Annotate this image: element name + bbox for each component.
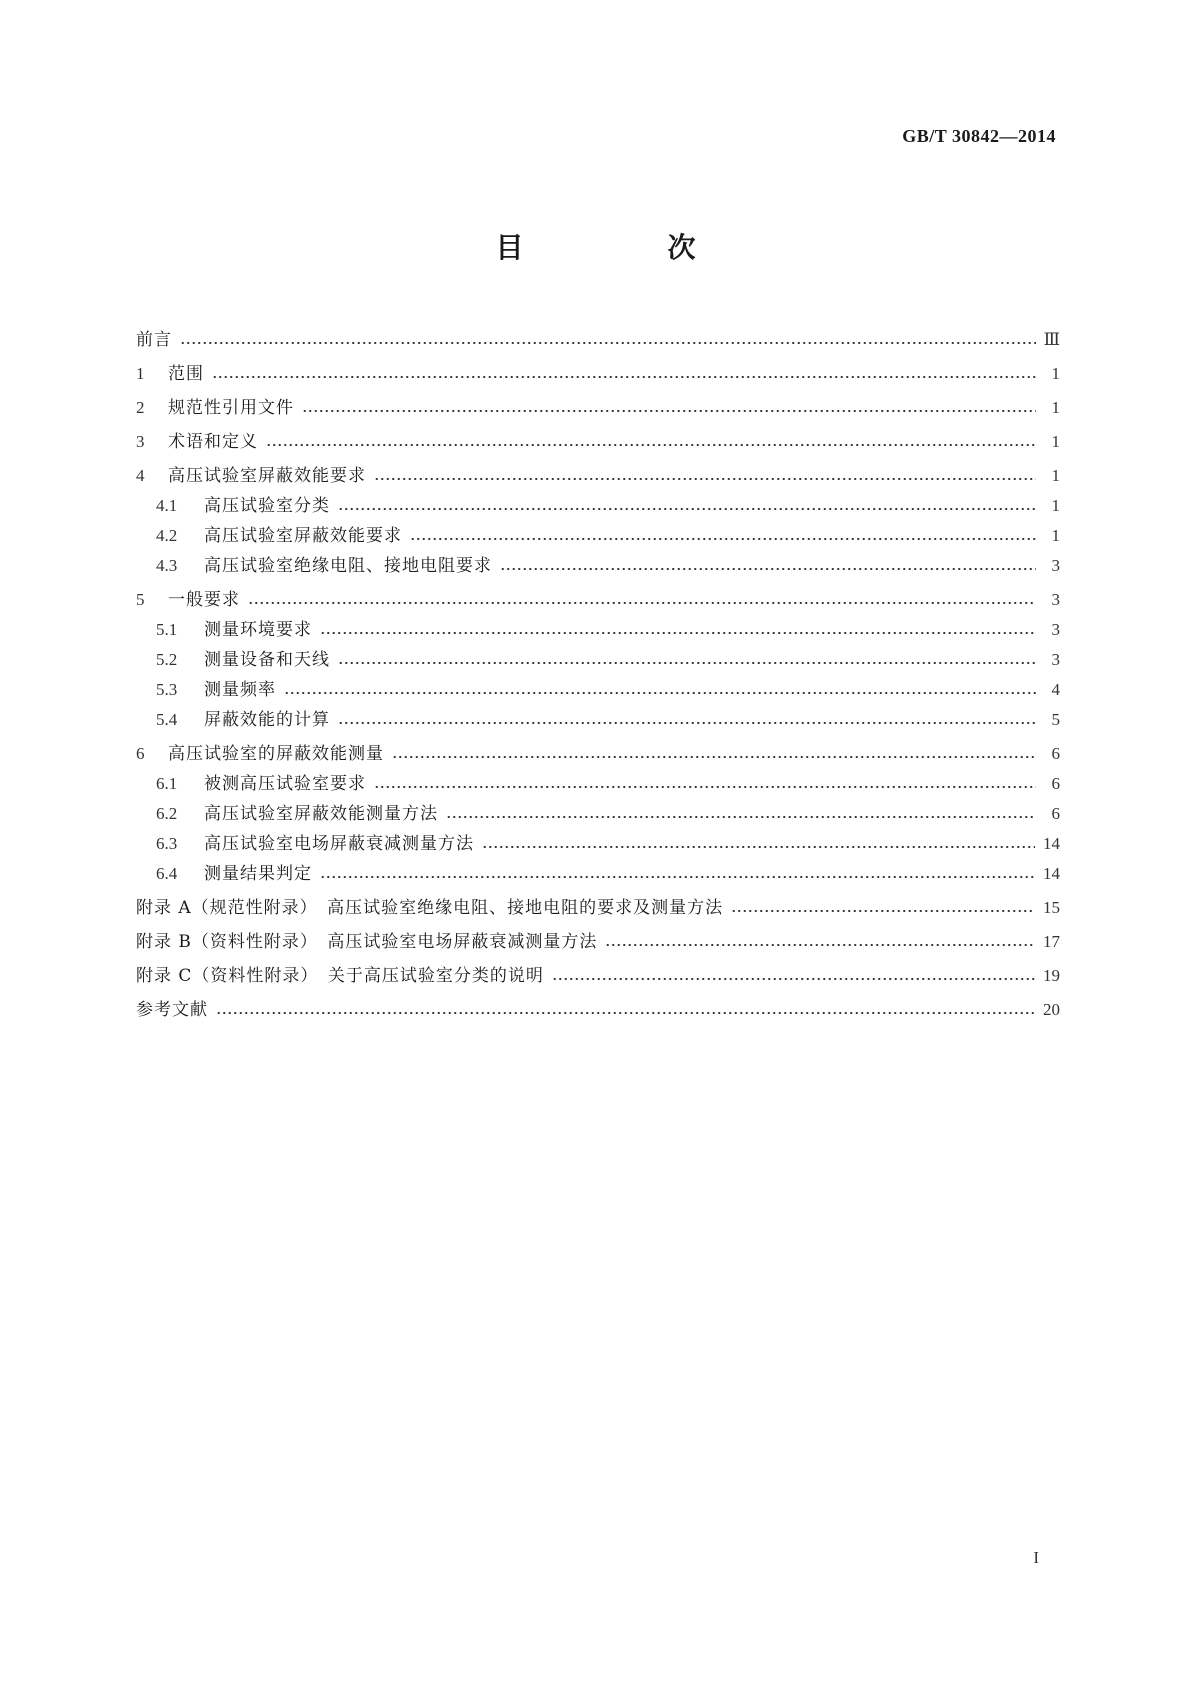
toc-entry-page: 14 <box>1043 834 1060 853</box>
toc-entry-appendix-c[interactable] <box>136 963 1060 989</box>
toc-entry-number: 2 <box>136 398 145 417</box>
toc-entry-5-1[interactable] <box>156 617 1060 643</box>
dot-leader <box>320 632 1036 634</box>
toc-entry-5-3[interactable] <box>156 677 1060 703</box>
toc-entry-4[interactable] <box>136 463 1060 489</box>
page-number: I <box>1033 1548 1039 1567</box>
toc-entry-label: 高压试验室屏蔽效能要求 <box>168 466 366 486</box>
toc-entry-label: 测量结果判定 <box>204 864 312 884</box>
toc-entry-number: 1 <box>136 364 145 383</box>
toc-entry-page: 20 <box>1043 1000 1060 1019</box>
toc-entry-page: 1 <box>1051 398 1060 417</box>
toc-entry-label: 屏蔽效能的计算 <box>204 710 330 730</box>
toc-entry-references[interactable] <box>136 997 1060 1023</box>
toc-entry-label: 参考文献 <box>136 1000 208 1020</box>
toc-entry-page: 4 <box>1051 680 1060 699</box>
page-title: 目 次 <box>495 231 754 264</box>
toc-entry-6-1[interactable] <box>156 771 1060 797</box>
dot-leader <box>552 978 1035 980</box>
toc-entry-6-3[interactable] <box>156 831 1060 857</box>
toc-entry-number: 4 <box>136 466 145 485</box>
dot-leader <box>500 568 1036 570</box>
dot-leader <box>248 602 1036 604</box>
toc-entry-label: 术语和定义 <box>168 432 258 452</box>
toc-entry-label: 高压试验室电场屏蔽衰减测量方法 <box>204 834 474 854</box>
toc-entry-page: 6 <box>1051 744 1060 763</box>
dot-leader <box>284 692 1036 694</box>
dot-leader <box>338 508 1036 510</box>
toc-entry-page: 19 <box>1043 966 1060 985</box>
toc-entry-5-2[interactable] <box>156 647 1060 673</box>
toc-entry-4-2[interactable] <box>156 523 1060 549</box>
toc-entry-6[interactable] <box>136 741 1060 767</box>
toc-entry-page: 3 <box>1051 556 1060 575</box>
dot-leader <box>374 478 1036 480</box>
standard-code: GB/T 30842—2014 <box>902 126 1056 146</box>
toc-entry-foreword[interactable] <box>136 327 1060 353</box>
toc-entry-page: 1 <box>1051 364 1060 383</box>
toc-entry-label: 测量频率 <box>204 680 276 700</box>
toc-entry-4-1[interactable] <box>156 493 1060 519</box>
toc-entry-page: 6 <box>1051 774 1060 793</box>
toc-entry-page: 3 <box>1051 620 1060 639</box>
dot-leader <box>374 786 1036 788</box>
toc-entry-number: 6.3 <box>156 834 178 853</box>
dot-leader <box>446 816 1036 818</box>
toc-entry-number: 5.1 <box>156 620 178 639</box>
dot-leader <box>338 662 1036 664</box>
toc-entry-label: 高压试验室屏蔽效能测量方法 <box>204 804 438 824</box>
toc-entry-page: 17 <box>1043 932 1060 951</box>
toc-entry-number: 6.2 <box>156 804 178 823</box>
dot-leader <box>731 910 1035 912</box>
toc-entry-number: 6.4 <box>156 864 178 883</box>
toc-entry-number: 4.1 <box>156 496 178 515</box>
toc-entry-number: 3 <box>136 432 145 451</box>
dot-leader <box>266 444 1036 446</box>
toc-entry-label: 测量设备和天线 <box>204 650 330 670</box>
toc-entry-label: 高压试验室分类 <box>204 496 330 516</box>
toc-entry-5-4[interactable] <box>156 707 1060 733</box>
toc-entry-label: 高压试验室的屏蔽效能测量 <box>168 744 384 764</box>
toc-entry-page: 1 <box>1051 526 1060 545</box>
toc-entry-page: 1 <box>1051 496 1060 515</box>
toc-entry-page: 1 <box>1051 432 1060 451</box>
toc-entry-page: 3 <box>1051 590 1060 609</box>
toc-entry-number: 5 <box>136 590 145 609</box>
toc-entry-appendix-a[interactable] <box>136 895 1060 921</box>
toc-entry-label: 测量环境要求 <box>204 620 312 640</box>
toc-entry-label: 高压试验室绝缘电阻、接地电阻要求 <box>204 556 492 576</box>
toc-entry-page: 1 <box>1051 466 1060 485</box>
toc-entry-2[interactable] <box>136 395 1060 421</box>
dot-leader <box>212 376 1036 378</box>
dot-leader <box>482 846 1035 848</box>
toc-entry-label: 附录 B（资料性附录） 高压试验室电场屏蔽衰减测量方法 <box>136 932 598 952</box>
toc-entry-label: 高压试验室屏蔽效能要求 <box>204 526 402 546</box>
toc-entry-3[interactable] <box>136 429 1060 455</box>
toc-entry-number: 5.3 <box>156 680 178 699</box>
toc-entry-number: 6 <box>136 744 145 763</box>
toc-entry-appendix-b[interactable] <box>136 929 1060 955</box>
toc-entry-label: 附录 A（规范性附录） 高压试验室绝缘电阻、接地电阻的要求及测量方法 <box>136 898 724 918</box>
toc-entry-number: 4.2 <box>156 526 178 545</box>
toc-entry-label: 规范性引用文件 <box>168 398 294 418</box>
toc-entry-number: 5.2 <box>156 650 178 669</box>
toc-entry-6-2[interactable] <box>156 801 1060 827</box>
toc-entry-label: 一般要求 <box>168 590 240 610</box>
toc-entry-number: 5.4 <box>156 710 178 729</box>
toc-entry-1[interactable] <box>136 361 1060 387</box>
toc-entry-5[interactable] <box>136 587 1060 613</box>
toc-entry-label: 范围 <box>168 364 204 384</box>
toc-entry-number: 6.1 <box>156 774 178 793</box>
toc-entry-page: 14 <box>1043 864 1060 883</box>
dot-leader <box>180 342 1036 344</box>
dot-leader <box>410 538 1036 540</box>
toc-entry-page: 5 <box>1051 710 1060 729</box>
toc-entry-page: 3 <box>1051 650 1060 669</box>
toc-entry-number: 4.3 <box>156 556 178 575</box>
dot-leader <box>302 410 1036 412</box>
toc-entry-label: 附录 C（资料性附录） 关于高压试验室分类的说明 <box>136 966 544 986</box>
toc-entry-label: 前言 <box>136 330 172 350</box>
dot-leader <box>605 944 1035 946</box>
dot-leader <box>338 722 1036 724</box>
dot-leader <box>216 1012 1035 1014</box>
toc-entry-label: 被测高压试验室要求 <box>204 774 366 794</box>
dot-leader <box>320 876 1035 878</box>
toc-entry-page: Ⅲ <box>1043 330 1060 349</box>
toc-entry-4-3[interactable] <box>156 553 1060 579</box>
dot-leader <box>392 756 1036 758</box>
toc-entry-page: 6 <box>1051 804 1060 823</box>
toc-entry-page: 15 <box>1043 898 1060 917</box>
toc-entry-6-4[interactable] <box>156 861 1060 887</box>
